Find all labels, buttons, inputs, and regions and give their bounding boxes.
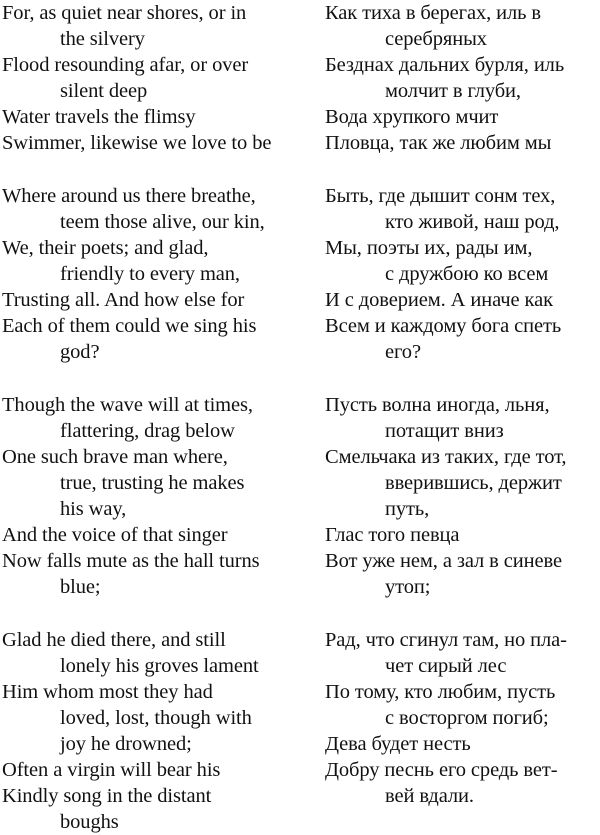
poem-line: the silvery bbox=[60, 28, 145, 50]
poem-line: Glad he died there, and still bbox=[2, 629, 226, 651]
poem-line: Вот уже нем, а зал в синеве bbox=[325, 550, 562, 572]
poem-line: Мы, поэты их, рады им, bbox=[325, 237, 533, 259]
poem-line: Вода хрупкого мчит bbox=[325, 106, 499, 128]
poem-line: boughs bbox=[60, 811, 119, 833]
poem-line: god? bbox=[60, 341, 100, 363]
poem-line: Быть, где дышит сонм тех, bbox=[325, 185, 556, 207]
poem-line: вей вдали. bbox=[385, 785, 474, 807]
poem-line: flattering, drag below bbox=[60, 420, 235, 442]
poem-line: Now falls mute as the hall turns bbox=[2, 550, 260, 572]
poem-line: Trusting all. And how else for bbox=[2, 289, 245, 311]
poem-line: путь, bbox=[385, 498, 430, 520]
poem-line: По тому, кто любим, пусть bbox=[325, 681, 556, 703]
poem-line: For, as quiet near shores, or in bbox=[2, 2, 247, 24]
poem-line: Kindly song in the distant bbox=[2, 785, 212, 807]
poem-line: Where around us there breathe, bbox=[2, 185, 256, 207]
poem-line: молчит в глуби, bbox=[385, 80, 521, 102]
poem-line: Swimmer, likewise we love to be bbox=[2, 132, 272, 154]
poem-line: Often a virgin will bear his bbox=[2, 759, 221, 781]
poem-line: Пловца, так же любим мы bbox=[325, 132, 552, 154]
poem-line: серебряных bbox=[385, 28, 487, 50]
poem-line: joy he drowned; bbox=[60, 733, 192, 755]
poem-line: Всем и каждому бога спеть bbox=[325, 315, 562, 337]
poem-line: потащит вниз bbox=[385, 420, 504, 442]
poem-line: Рад, что сгинул там, но пла- bbox=[325, 629, 567, 651]
poem-line: Глас того певца bbox=[325, 524, 460, 546]
poem-line: Пусть волна иногда, льня, bbox=[325, 394, 550, 416]
poem-line: true, trusting he makes bbox=[60, 472, 245, 494]
poem-line: silent deep bbox=[60, 80, 148, 102]
poem-line: blue; bbox=[60, 576, 101, 598]
poem-line: кто живой, наш род, bbox=[385, 211, 560, 233]
poem-line: loved, lost, though with bbox=[60, 707, 252, 729]
poem-line: Смельчака из таких, где тот, bbox=[325, 446, 567, 468]
poem-line: Flood resounding afar, or over bbox=[2, 54, 249, 76]
poem-line: с восторгом погиб; bbox=[385, 707, 549, 729]
poem-line: И с доверием. А иначе как bbox=[325, 289, 553, 311]
poem-line: Дева будет несть bbox=[325, 733, 471, 755]
poem-line: Him whom most they had bbox=[2, 681, 213, 703]
poem-line: Как тиха в берегах, иль в bbox=[325, 2, 541, 24]
poem-line: One such brave man where, bbox=[2, 446, 228, 468]
poem-line: friendly to every man, bbox=[60, 263, 240, 285]
poem-line: Each of them could we sing his bbox=[2, 315, 257, 337]
poem-line: Water travels the flimsy bbox=[2, 106, 196, 128]
poem-line: Though the wave will at times, bbox=[2, 394, 253, 416]
poem-line: вверившись, держит bbox=[385, 472, 562, 494]
poem-line: утоп; bbox=[385, 576, 431, 598]
poem-line: lonely his groves lament bbox=[60, 655, 259, 677]
poem-line: We, their poets; and glad, bbox=[2, 237, 209, 259]
poem-line: And the voice of that singer bbox=[2, 524, 228, 546]
poem-line: его? bbox=[385, 341, 421, 363]
poem-line: Добру песнь его средь вет- bbox=[325, 759, 558, 781]
poem-line: Безднах дальних бурля, иль bbox=[325, 54, 565, 76]
poem-line: с дружбою ко всем bbox=[385, 263, 549, 285]
poem-line: teem those alive, our kin, bbox=[60, 211, 265, 233]
poem-line: чет сирый лес bbox=[385, 655, 507, 677]
poem-line: his way, bbox=[60, 498, 127, 520]
